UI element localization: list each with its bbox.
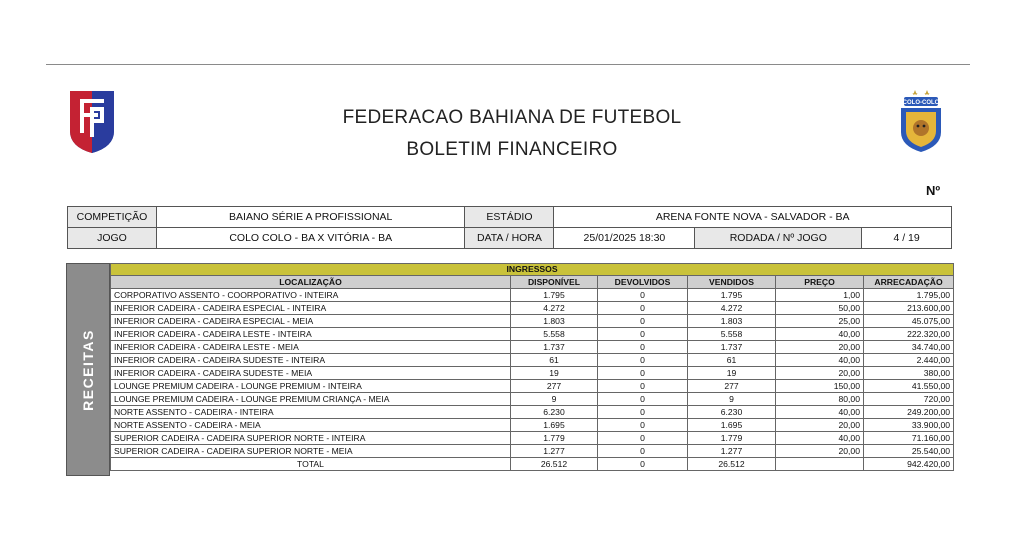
- row-revenue: 34.740,00: [864, 341, 954, 354]
- row-sold: 277: [688, 380, 776, 393]
- table-row: [111, 406, 954, 419]
- col-header-sold: VENDIDOS: [688, 276, 776, 289]
- row-returned: 0: [598, 406, 688, 419]
- row-price: 50,00: [776, 302, 864, 315]
- table-row: [111, 380, 954, 393]
- total-revenue: 942.420,00: [864, 458, 954, 471]
- row-location: SUPERIOR CADEIRA - CADEIRA SUPERIOR NORTE - INTEIRA: [111, 432, 511, 445]
- row-location: INFERIOR CADEIRA - CADEIRA LESTE - INTEIRA: [111, 328, 511, 341]
- competition-value: BAIANO SÉRIE A PROFISSIONAL: [156, 207, 465, 228]
- row-available: 6.230: [511, 406, 598, 419]
- row-available: 1.779: [511, 432, 598, 445]
- row-price: 40,00: [776, 328, 864, 341]
- table-row: [111, 302, 954, 315]
- row-returned: 0: [598, 354, 688, 367]
- row-sold: 1.779: [688, 432, 776, 445]
- competition-label: COMPETIÇÃO: [68, 207, 157, 228]
- row-location: CORPORATIVO ASSENTO - COORPORATIVO - INTEIRA: [111, 289, 511, 302]
- row-location: INFERIOR CADEIRA - CADEIRA SUDESTE - MEIA: [111, 367, 511, 380]
- game-value: COLO COLO - BA X VITÓRIA - BA: [156, 228, 465, 249]
- row-price: 25,00: [776, 315, 864, 328]
- col-header-location: LOCALIZAÇÃO: [111, 276, 511, 289]
- row-revenue: 213.600,00: [864, 302, 954, 315]
- row-available: 1.795: [511, 289, 598, 302]
- table-row: [111, 315, 954, 328]
- tickets-table: [110, 263, 954, 471]
- table-row: [111, 354, 954, 367]
- row-sold: 6.230: [688, 406, 776, 419]
- total-label: TOTAL: [111, 458, 511, 471]
- group-header: INGRESSOS: [111, 264, 954, 276]
- date-label: DATA / HORA: [465, 228, 554, 249]
- total-row: [111, 458, 954, 471]
- row-price: 20,00: [776, 367, 864, 380]
- row-sold: 1.277: [688, 445, 776, 458]
- row-returned: 0: [598, 432, 688, 445]
- round-value: 4 / 19: [862, 228, 952, 249]
- info-row-game: [68, 228, 952, 249]
- round-label: RODADA / Nº JOGO: [694, 228, 861, 248]
- row-price: 40,00: [776, 354, 864, 367]
- svg-text:COLO-COLO: COLO-COLO: [902, 100, 940, 106]
- row-location: LOUNGE PREMIUM CADEIRA - LOUNGE PREMIUM CRIANÇA - MEIA: [111, 393, 511, 406]
- table-row: [111, 367, 954, 380]
- row-revenue: 720,00: [864, 393, 954, 406]
- row-revenue: 71.160,00: [864, 432, 954, 445]
- row-revenue: 222.320,00: [864, 328, 954, 341]
- row-revenue: 33.900,00: [864, 419, 954, 432]
- row-sold: 1.803: [688, 315, 776, 328]
- row-price: 20,00: [776, 445, 864, 458]
- row-location: INFERIOR CADEIRA - CADEIRA SUDESTE - INTEIRA: [111, 354, 511, 367]
- row-price: 40,00: [776, 432, 864, 445]
- number-label: Nº: [926, 183, 941, 198]
- row-sold: 1.795: [688, 289, 776, 302]
- col-header-returned: DEVOLVIDOS: [598, 276, 688, 289]
- row-revenue: 25.540,00: [864, 445, 954, 458]
- row-location: SUPERIOR CADEIRA - CADEIRA SUPERIOR NORTE - MEIA: [111, 445, 511, 458]
- row-sold: 4.272: [688, 302, 776, 315]
- row-revenue: 249.200,00: [864, 406, 954, 419]
- table-row: [111, 445, 954, 458]
- total-price: [776, 458, 864, 471]
- row-sold: 5.558: [688, 328, 776, 341]
- row-sold: 1.695: [688, 419, 776, 432]
- row-available: 61: [511, 354, 598, 367]
- col-header-price: PREÇO: [776, 276, 864, 289]
- table-row: [111, 393, 954, 406]
- row-returned: 0: [598, 328, 688, 341]
- total-returned: 0: [598, 458, 688, 471]
- row-available: 1.695: [511, 419, 598, 432]
- row-returned: 0: [598, 419, 688, 432]
- table-row: [111, 289, 954, 302]
- table-row: [111, 328, 954, 341]
- receitas-text: RECEITAS: [80, 328, 96, 411]
- top-divider: [46, 64, 970, 65]
- row-returned: 0: [598, 302, 688, 315]
- row-location: INFERIOR CADEIRA - CADEIRA ESPECIAL - MEIA: [111, 315, 511, 328]
- stadium-label: ESTÁDIO: [465, 207, 554, 228]
- row-location: INFERIOR CADEIRA - CADEIRA LESTE - MEIA: [111, 341, 511, 354]
- row-available: 19: [511, 367, 598, 380]
- row-revenue: 2.440,00: [864, 354, 954, 367]
- row-location: NORTE ASSENTO - CADEIRA - MEIA: [111, 419, 511, 432]
- row-location: INFERIOR CADEIRA - CADEIRA ESPECIAL - INTEIRA: [111, 302, 511, 315]
- col-header-available: DISPONÍVEL: [511, 276, 598, 289]
- row-sold: 9: [688, 393, 776, 406]
- row-available: 4.272: [511, 302, 598, 315]
- row-price: 20,00: [776, 419, 864, 432]
- row-returned: 0: [598, 393, 688, 406]
- row-returned: 0: [598, 367, 688, 380]
- column-header-row: [111, 276, 954, 289]
- row-available: 277: [511, 380, 598, 393]
- receitas-section-label: [66, 263, 110, 476]
- date-value: 25/01/2025 18:30: [583, 232, 666, 244]
- date-round-cell: [554, 228, 862, 249]
- row-available: 1.803: [511, 315, 598, 328]
- row-price: 1,00: [776, 289, 864, 302]
- row-returned: 0: [598, 445, 688, 458]
- report-title: BOLETIM FINANCEIRO: [406, 139, 618, 160]
- row-returned: 0: [598, 341, 688, 354]
- match-info-table: [67, 206, 952, 249]
- game-label: JOGO: [68, 228, 157, 249]
- table-row: [111, 341, 954, 354]
- table-row: [111, 432, 954, 445]
- info-row-competition: [68, 207, 952, 228]
- row-available: 1.737: [511, 341, 598, 354]
- row-price: 40,00: [776, 406, 864, 419]
- row-revenue: 41.550,00: [864, 380, 954, 393]
- row-available: 1.277: [511, 445, 598, 458]
- row-sold: 1.737: [688, 341, 776, 354]
- row-location: NORTE ASSENTO - CADEIRA - INTEIRA: [111, 406, 511, 419]
- row-location: LOUNGE PREMIUM CADEIRA - LOUNGE PREMIUM - INTEIRA: [111, 380, 511, 393]
- row-available: 9: [511, 393, 598, 406]
- stadium-value: ARENA FONTE NOVA - SALVADOR - BA: [554, 207, 952, 228]
- row-price: 20,00: [776, 341, 864, 354]
- row-returned: 0: [598, 289, 688, 302]
- federation-title: FEDERACAO BAHIANA DE FUTEBOL: [342, 107, 682, 128]
- row-returned: 0: [598, 315, 688, 328]
- row-available: 5.558: [511, 328, 598, 341]
- row-sold: 19: [688, 367, 776, 380]
- row-sold: 61: [688, 354, 776, 367]
- table-row: [111, 419, 954, 432]
- row-revenue: 1.795,00: [864, 289, 954, 302]
- row-returned: 0: [598, 380, 688, 393]
- col-header-revenue: ARRECADAÇÃO: [864, 276, 954, 289]
- total-available: 26.512: [511, 458, 598, 471]
- row-revenue: 45.075,00: [864, 315, 954, 328]
- row-revenue: 380,00: [864, 367, 954, 380]
- row-price: 150,00: [776, 380, 864, 393]
- total-sold: 26.512: [688, 458, 776, 471]
- row-price: 80,00: [776, 393, 864, 406]
